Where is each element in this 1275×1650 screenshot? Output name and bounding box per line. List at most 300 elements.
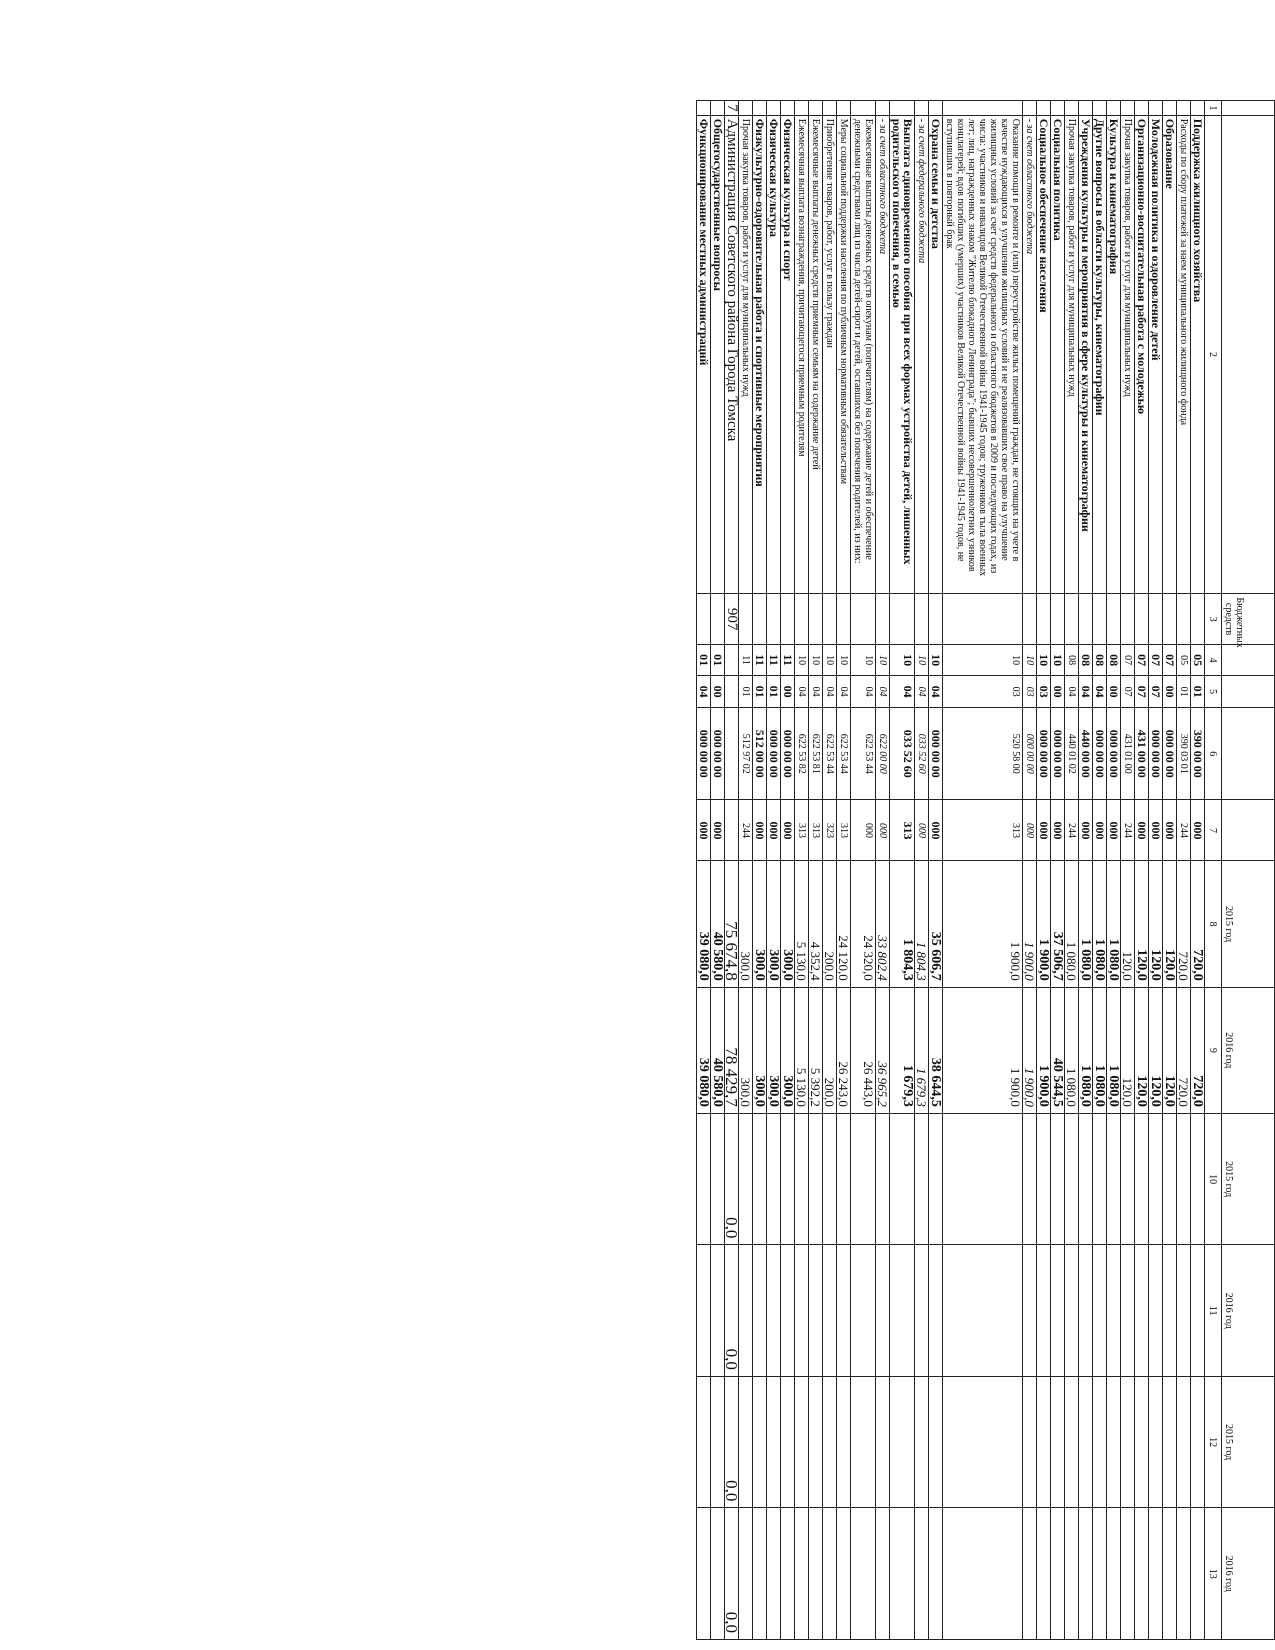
target-article-cell: 000 00 00 <box>697 707 711 800</box>
row-name-cell: Расходы по сбору платежей за наем муниципального жилищного фонда <box>1177 115 1191 594</box>
column-number-cell: 9 <box>1205 987 1222 1113</box>
amount-col10-cell <box>1191 1113 1205 1244</box>
amount-col12-cell <box>781 1376 795 1507</box>
expense-type-cell: 000 <box>697 800 711 861</box>
row-name-cell: Образование <box>1163 115 1177 594</box>
expense-type-cell: 244 <box>1177 800 1191 861</box>
expense-type-cell: 313 <box>809 800 823 861</box>
amount-col11-cell <box>1065 1245 1079 1376</box>
budget-code-cell: 907 <box>725 594 739 644</box>
expense-type-cell: 000 <box>767 800 781 861</box>
section-code-cell: 11 <box>781 644 795 676</box>
target-article-cell: 390 03 01 <box>1177 707 1191 800</box>
subsection-code-cell: 03 <box>1037 676 1051 708</box>
header-cell <box>1222 101 1275 116</box>
section-code-cell: 01 <box>697 644 711 676</box>
section-code-cell: 07 <box>1163 644 1177 676</box>
section-code-cell: 10 <box>823 644 837 676</box>
target-article-cell: 622 53 82 <box>795 707 809 800</box>
amount-col10-cell <box>943 1113 1023 1244</box>
amount-col11-cell <box>697 1245 711 1376</box>
table-row <box>725 101 739 1640</box>
amount-2016-cell: 5 130,0 <box>795 987 809 1113</box>
amount-col12-cell <box>837 1376 851 1507</box>
amount-col12-cell <box>1023 1376 1037 1507</box>
subsection-code-cell: 00 <box>711 676 725 708</box>
amount-col10-cell <box>697 1113 711 1244</box>
row-number-cell: 7 <box>725 101 739 116</box>
budget-code-cell <box>809 594 823 644</box>
row-number-cell <box>1023 101 1037 116</box>
amount-col12-cell <box>1037 1376 1051 1507</box>
amount-2016-cell: 720,0 <box>1177 987 1191 1113</box>
amount-col12-cell <box>890 1376 915 1507</box>
expense-type-cell: 000 <box>1051 800 1065 861</box>
expense-type-cell: 000 <box>753 800 767 861</box>
amount-col12-cell: 0,0 <box>725 1376 739 1507</box>
amount-2016-cell: 40 544,5 <box>1051 987 1065 1113</box>
subsection-code-cell: 04 <box>1065 676 1079 708</box>
target-article-cell: 000 00 00 <box>1023 707 1037 800</box>
subsection-code-cell: 00 <box>1051 676 1065 708</box>
amount-col12-cell <box>1163 1376 1177 1507</box>
header-cell <box>1222 644 1275 676</box>
table-row <box>1163 101 1177 1640</box>
amount-col12-cell <box>1177 1376 1191 1507</box>
row-name-cell: - за счет федерального бюджета <box>915 115 929 594</box>
amount-col11-cell <box>837 1245 851 1376</box>
amount-2016-cell: 1 080,0 <box>1107 987 1121 1113</box>
subsection-code-cell: 00 <box>781 676 795 708</box>
amount-col10-cell <box>1121 1113 1135 1244</box>
amount-2016-cell: 78 429,7 <box>725 987 739 1113</box>
row-number-cell <box>1079 101 1093 116</box>
amount-col12-cell <box>1051 1376 1065 1507</box>
row-number-cell <box>1093 101 1107 116</box>
amount-col11-cell <box>1037 1245 1051 1376</box>
amount-col10-cell <box>1037 1113 1051 1244</box>
expense-type-cell <box>725 800 739 861</box>
amount-2015-cell: 300,0 <box>739 861 753 987</box>
amount-col10-cell <box>915 1113 929 1244</box>
amount-2015-cell: 1 900,0 <box>1023 861 1037 987</box>
budget-code-cell <box>753 594 767 644</box>
column-number-cell: 2 <box>1205 115 1222 594</box>
amount-col10-cell <box>890 1113 915 1244</box>
amount-col12-cell <box>1107 1376 1121 1507</box>
amount-2016-cell: 26 243,0 <box>837 987 851 1113</box>
row-number-cell <box>1107 101 1121 116</box>
target-article-cell: 000 00 00 <box>711 707 725 800</box>
table-row <box>1135 101 1149 1640</box>
subsection-code-cell: 01 <box>1177 676 1191 708</box>
row-number-cell <box>1177 101 1191 116</box>
amount-2015-cell: 300,0 <box>781 861 795 987</box>
amount-2016-cell: 300,0 <box>753 987 767 1113</box>
section-code-cell: 10 <box>929 644 943 676</box>
column-number-cell: 13 <box>1205 1508 1222 1640</box>
budget-code-cell <box>1051 594 1065 644</box>
section-code-cell: 07 <box>1135 644 1149 676</box>
amount-2015-cell: 39 080,0 <box>697 861 711 987</box>
budget-code-cell <box>1023 594 1037 644</box>
amount-2016-cell: 1 900,0 <box>1023 987 1037 1113</box>
target-article-cell: 033 52 60 <box>915 707 929 800</box>
subsection-code-cell: 04 <box>915 676 929 708</box>
amount-col12-cell <box>1065 1376 1079 1507</box>
amount-2015-cell: 1 900,0 <box>943 861 1023 987</box>
amount-col10-cell <box>1149 1113 1163 1244</box>
amount-col11-cell <box>1191 1245 1205 1376</box>
amount-col13-cell <box>1065 1508 1079 1640</box>
row-name-cell: Прочая закупка товаров, работ и услуг для муниципальных нужд <box>739 115 753 594</box>
amount-2015-cell: 1 804,3 <box>915 861 929 987</box>
budget-code-cell <box>876 594 890 644</box>
row-name-cell: Молодежная политика и оздоровление детей <box>1149 115 1163 594</box>
subsection-code-cell: 04 <box>890 676 915 708</box>
amount-2015-cell: 35 606,7 <box>929 861 943 987</box>
row-number-cell <box>781 101 795 116</box>
row-number-cell <box>1149 101 1163 116</box>
amount-col10-cell <box>1079 1113 1093 1244</box>
section-code-cell: 05 <box>1191 644 1205 676</box>
expense-type-cell: 244 <box>1065 800 1079 861</box>
amount-col10-cell <box>929 1113 943 1244</box>
amount-col11-cell <box>1093 1245 1107 1376</box>
section-code-cell: 10 <box>1023 644 1037 676</box>
budget-code-cell <box>1065 594 1079 644</box>
budget-code-cell <box>1121 594 1135 644</box>
budget-code-cell <box>1135 594 1149 644</box>
amount-2016-cell: 26 443,0 <box>851 987 876 1113</box>
amount-col11-cell <box>1135 1245 1149 1376</box>
row-name-cell: Охрана семьи и детства <box>929 115 943 594</box>
subsection-code-cell: 04 <box>929 676 943 708</box>
section-code-cell: 10 <box>915 644 929 676</box>
header-cell: 2015 год <box>1222 1376 1275 1507</box>
amount-col10-cell <box>837 1113 851 1244</box>
target-article-cell: 000 00 00 <box>781 707 795 800</box>
budget-code-cell <box>851 594 876 644</box>
section-code-cell: 08 <box>1065 644 1079 676</box>
amount-col12-cell <box>1149 1376 1163 1507</box>
amount-2015-cell: 120,0 <box>1121 861 1135 987</box>
budget-code-cell <box>711 594 725 644</box>
target-article-cell: 000 00 00 <box>1051 707 1065 800</box>
amount-col12-cell <box>915 1376 929 1507</box>
expense-type-cell: 000 <box>1023 800 1037 861</box>
amount-col12-cell <box>929 1376 943 1507</box>
budget-code-cell <box>795 594 809 644</box>
section-code-cell: 10 <box>851 644 876 676</box>
amount-col10-cell <box>1135 1113 1149 1244</box>
row-number-cell <box>1135 101 1149 116</box>
column-number-cell: 5 <box>1205 676 1222 708</box>
amount-col10-cell: 0,0 <box>725 1113 739 1244</box>
expense-type-cell: 000 <box>1191 800 1205 861</box>
expense-type-cell: 244 <box>1121 800 1135 861</box>
amount-col13-cell <box>767 1508 781 1640</box>
section-code-cell: 10 <box>876 644 890 676</box>
amount-col13-cell <box>851 1508 876 1640</box>
column-number-cell: 4 <box>1205 644 1222 676</box>
amount-col13-cell <box>1093 1508 1107 1640</box>
amount-2016-cell: 38 644,5 <box>929 987 943 1113</box>
amount-col11-cell <box>809 1245 823 1376</box>
row-number-cell <box>890 101 915 116</box>
amount-col10-cell <box>1107 1113 1121 1244</box>
table-row <box>851 101 876 1640</box>
amount-2015-cell: 1 080,0 <box>1107 861 1121 987</box>
amount-col10-cell <box>1177 1113 1191 1244</box>
row-name-cell: Администрация Советского района Города Томска <box>725 115 739 594</box>
subsection-code-cell: 04 <box>823 676 837 708</box>
row-name-cell: Другие вопросы в области культуры, кинематографии <box>1093 115 1107 594</box>
target-article-cell: 000 00 00 <box>1163 707 1177 800</box>
amount-2016-cell: 120,0 <box>1149 987 1163 1113</box>
amount-2016-cell: 300,0 <box>739 987 753 1113</box>
row-name-cell: Поддержка жилищного хозяйства <box>1191 115 1205 594</box>
row-number-cell <box>851 101 876 116</box>
section-code-cell: 05 <box>1177 644 1191 676</box>
amount-col11-cell: 0,0 <box>725 1245 739 1376</box>
amount-col10-cell <box>876 1113 890 1244</box>
row-number-cell <box>767 101 781 116</box>
target-article-cell: 622 53 44 <box>851 707 876 800</box>
section-code-cell: 10 <box>809 644 823 676</box>
amount-2016-cell: 300,0 <box>767 987 781 1113</box>
table-row <box>739 101 753 1640</box>
budget-code-cell <box>697 594 711 644</box>
amount-2016-cell: 1 080,0 <box>1093 987 1107 1113</box>
expense-type-cell: 000 <box>1163 800 1177 861</box>
header-cell <box>1222 115 1275 594</box>
amount-col10-cell <box>781 1113 795 1244</box>
header-cell: 2015 год <box>1222 1113 1275 1244</box>
section-code-cell: 01 <box>711 644 725 676</box>
row-number-cell <box>1191 101 1205 116</box>
expense-type-cell: 000 <box>915 800 929 861</box>
amount-col11-cell <box>890 1245 915 1376</box>
table-row <box>1093 101 1107 1640</box>
amount-2015-cell: 1 804,3 <box>890 861 915 987</box>
expense-type-cell: 313 <box>890 800 915 861</box>
amount-2016-cell: 300,0 <box>781 987 795 1113</box>
expense-type-cell: 000 <box>711 800 725 861</box>
row-name-cell: Ежемесячные выплаты денежных средств приемным семьям на содержание детей <box>809 115 823 594</box>
amount-col11-cell <box>1051 1245 1065 1376</box>
amount-2015-cell: 40 580,0 <box>711 861 725 987</box>
row-number-cell <box>753 101 767 116</box>
table-row <box>915 101 929 1640</box>
amount-2015-cell: 75 674,8 <box>725 861 739 987</box>
table-row <box>876 101 890 1640</box>
amount-2016-cell: 720,0 <box>1191 987 1205 1113</box>
budget-code-cell <box>781 594 795 644</box>
amount-col13-cell <box>781 1508 795 1640</box>
row-name-cell: Общегосударственные вопросы <box>711 115 725 594</box>
column-number-cell: 11 <box>1205 1245 1222 1376</box>
row-name-cell: Выплата единовременного пособия при всех формах устройства детей, лишенных родительского попечения, в семью <box>890 115 915 594</box>
amount-col10-cell <box>1065 1113 1079 1244</box>
section-code-cell: 08 <box>1107 644 1121 676</box>
amount-col10-cell <box>1051 1113 1065 1244</box>
budget-code-cell <box>1149 594 1163 644</box>
amount-2016-cell: 200,0 <box>823 987 837 1113</box>
amount-col11-cell <box>929 1245 943 1376</box>
budget-code-cell <box>1191 594 1205 644</box>
column-number-cell: 7 <box>1205 800 1222 861</box>
amount-col13-cell <box>1079 1508 1093 1640</box>
rotated-budget-table-container <box>120 100 1275 1640</box>
section-code-cell: 07 <box>1121 644 1135 676</box>
target-article-cell: 622 53 44 <box>837 707 851 800</box>
row-name-cell: Оказание помощи в ремонте и (или) переустройстве жилых помещений граждан, не стоящих на учете в качестве нуждающихся в улучшении жилищных условий и не реализовавших свое право на улучшение жилищных условий за счет средств федерального и областного бюджетов в 2009 и последующих годах, из числа: участников и инвалидов Великой Отечественной войны 1941-1945 годов; тружеников тыла военных лет; лиц, награжденных знаком "Жителю блокадного Ленинграда"; бывших несовершеннолетних узников концлагерей; вдов погибших (умерших) участников Великой Отечественной войны 1941-1945 годов, не вступивших в повторный брак <box>943 115 1023 594</box>
amount-col13-cell <box>929 1508 943 1640</box>
column-number-cell: 12 <box>1205 1376 1222 1507</box>
table-row <box>943 101 1023 1640</box>
subsection-code-cell: 01 <box>753 676 767 708</box>
row-number-cell <box>697 101 711 116</box>
amount-2015-cell: 5 130,0 <box>795 861 809 987</box>
amount-col11-cell <box>1023 1245 1037 1376</box>
amount-col13-cell <box>1121 1508 1135 1640</box>
table-row <box>697 101 711 1640</box>
section-code-cell: 08 <box>1093 644 1107 676</box>
expense-type-cell: 000 <box>1093 800 1107 861</box>
row-name-cell: Меры социальной поддержки населения по публичным нормативным обязательствам <box>837 115 851 594</box>
subsection-code-cell: 04 <box>809 676 823 708</box>
target-article-cell: 440 00 00 <box>1079 707 1093 800</box>
row-number-cell <box>943 101 1023 116</box>
subsection-code-cell: 03 <box>1023 676 1037 708</box>
amount-2015-cell: 120,0 <box>1163 861 1177 987</box>
subsection-code-cell: 04 <box>697 676 711 708</box>
amount-col10-cell <box>809 1113 823 1244</box>
amount-2015-cell: 300,0 <box>767 861 781 987</box>
amount-2016-cell: 1 679,3 <box>915 987 929 1113</box>
target-article-cell: 622 53 44 <box>823 707 837 800</box>
expense-type-cell: 000 <box>781 800 795 861</box>
row-number-cell <box>711 101 725 116</box>
header-cell: Бюджетных средств <box>1222 594 1275 644</box>
amount-col13-cell <box>1177 1508 1191 1640</box>
expense-type-cell: 000 <box>929 800 943 861</box>
amount-2015-cell: 1 080,0 <box>1065 861 1079 987</box>
budget-table <box>696 100 1275 1640</box>
section-code-cell: 10 <box>837 644 851 676</box>
row-name-cell: Культура и кинематография <box>1107 115 1121 594</box>
amount-col13-cell <box>753 1508 767 1640</box>
amount-2015-cell: 120,0 <box>1135 861 1149 987</box>
amount-col13-cell <box>876 1508 890 1640</box>
expense-type-cell: 000 <box>1135 800 1149 861</box>
budget-code-cell <box>1163 594 1177 644</box>
table-row <box>1191 101 1205 1640</box>
table-row <box>1079 101 1093 1640</box>
budget-code-cell <box>1093 594 1107 644</box>
section-code-cell: 10 <box>943 644 1023 676</box>
row-name-cell: Ежемесячная выплата вознаграждения, причитающегося приемным родителям <box>795 115 809 594</box>
amount-col11-cell <box>767 1245 781 1376</box>
table-row <box>753 101 767 1640</box>
section-code-cell: 08 <box>1079 644 1093 676</box>
header-cell: 2016 год <box>1222 1245 1275 1376</box>
target-article-cell: 033 52 60 <box>890 707 915 800</box>
expense-type-cell: 000 <box>1107 800 1121 861</box>
amount-2016-cell: 120,0 <box>1163 987 1177 1113</box>
amount-2016-cell: 1 080,0 <box>1065 987 1079 1113</box>
table-row <box>1107 101 1121 1640</box>
table-row <box>1037 101 1051 1640</box>
column-number-row <box>1205 101 1222 1640</box>
amount-col11-cell <box>1107 1245 1121 1376</box>
row-name-cell: Организационно-воспитательная работа с молодежью <box>1135 115 1149 594</box>
row-number-cell <box>1121 101 1135 116</box>
budget-table-body <box>697 101 1275 1640</box>
row-name-cell: Прочая закупка товаров, работ и услуг для муниципальных нужд <box>1121 115 1135 594</box>
amount-col10-cell <box>795 1113 809 1244</box>
amount-col12-cell <box>697 1376 711 1507</box>
expense-type-cell: 313 <box>795 800 809 861</box>
row-number-cell <box>809 101 823 116</box>
row-name-cell: Приобретение товаров, работ, услуг в пользу граждан <box>823 115 837 594</box>
budget-code-cell <box>1079 594 1093 644</box>
subsection-code-cell: 00 <box>1163 676 1177 708</box>
column-number-cell: 1 <box>1205 101 1222 116</box>
amount-col12-cell <box>795 1376 809 1507</box>
column-number-cell: 10 <box>1205 1113 1222 1244</box>
amount-col11-cell <box>753 1245 767 1376</box>
row-number-cell <box>837 101 851 116</box>
amount-col11-cell <box>1163 1245 1177 1376</box>
budget-code-cell <box>823 594 837 644</box>
target-article-cell: 000 00 00 <box>1093 707 1107 800</box>
expense-type-cell: 000 <box>1149 800 1163 861</box>
row-number-cell <box>915 101 929 116</box>
subsection-code-cell: 03 <box>943 676 1023 708</box>
header-cell: 2016 год <box>1222 987 1275 1113</box>
amount-col12-cell <box>1191 1376 1205 1507</box>
subsection-code-cell: 01 <box>1191 676 1205 708</box>
target-article-cell: 000 00 00 <box>1037 707 1051 800</box>
expense-type-cell: 000 <box>876 800 890 861</box>
target-article-cell: 000 00 00 <box>1107 707 1121 800</box>
amount-col12-cell <box>1121 1376 1135 1507</box>
header-cell <box>1222 707 1275 800</box>
amount-col10-cell <box>1093 1113 1107 1244</box>
column-number-cell: 8 <box>1205 861 1222 987</box>
expense-type-cell: 000 <box>851 800 876 861</box>
amount-col13-cell <box>1037 1508 1051 1640</box>
amount-col10-cell <box>1023 1113 1037 1244</box>
amount-col11-cell <box>1149 1245 1163 1376</box>
amount-col11-cell <box>851 1245 876 1376</box>
amount-col12-cell <box>851 1376 876 1507</box>
amount-col12-cell <box>943 1376 1023 1507</box>
expense-type-cell: 313 <box>837 800 851 861</box>
table-row <box>1149 101 1163 1640</box>
row-name-cell: Физкультурно-оздоровительная работа и спортивные мероприятия <box>753 115 767 594</box>
target-article-cell: 431 00 00 <box>1135 707 1149 800</box>
amount-col13-cell <box>1163 1508 1177 1640</box>
table-header-row <box>1222 101 1275 1640</box>
table-row <box>1177 101 1191 1640</box>
amount-2016-cell: 1 080,0 <box>1079 987 1093 1113</box>
budget-code-cell <box>1177 594 1191 644</box>
section-code-cell: 11 <box>753 644 767 676</box>
table-row <box>1023 101 1037 1640</box>
